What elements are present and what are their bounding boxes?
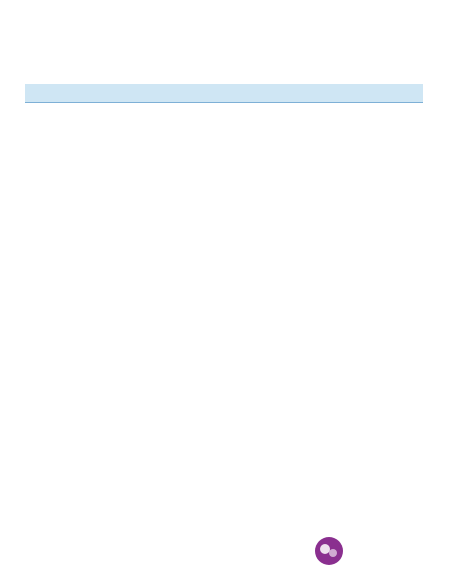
table-header	[25, 84, 423, 103]
grammar-table	[25, 84, 423, 103]
purple-culture-logo-icon	[314, 536, 344, 566]
watermark-logo	[310, 532, 440, 578]
